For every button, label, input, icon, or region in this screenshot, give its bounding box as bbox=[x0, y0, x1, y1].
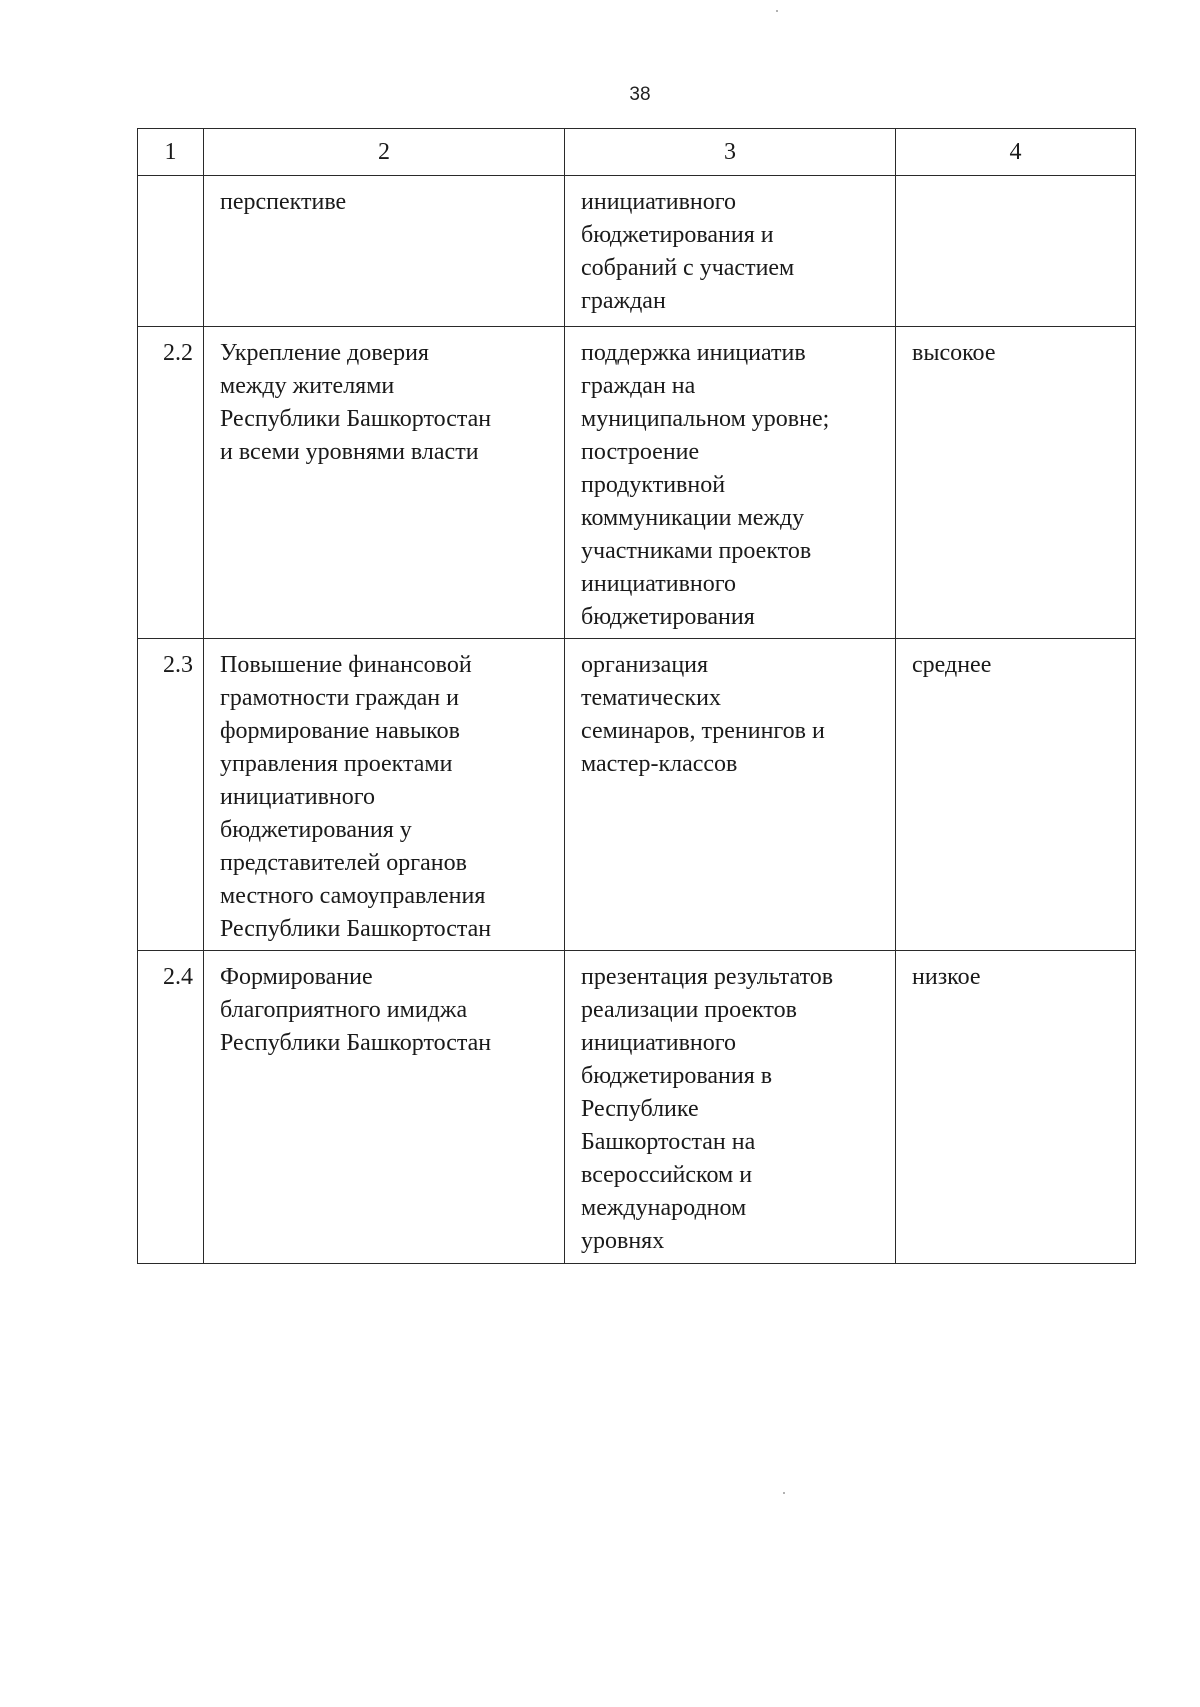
priority-cell bbox=[896, 176, 1136, 327]
priority-cell: среднее bbox=[896, 639, 1136, 951]
table-row bbox=[138, 327, 1136, 639]
scan-speck bbox=[776, 10, 778, 12]
table-row bbox=[138, 176, 1136, 327]
header-cell-1: 1 bbox=[138, 129, 204, 176]
goal-cell: Укрепление доверия между жителями Республики Башкортостан и всеми уровнями власти bbox=[204, 327, 565, 639]
header-cell-3: 3 bbox=[565, 129, 896, 176]
goal-cell: Формирование благоприятного имиджа Республики Башкортостан bbox=[204, 951, 565, 1264]
measure-cell: презентация результатов реализации проектов инициативного бюджетирования в Республике Башкортостан на всероссийском и международном уровнях bbox=[565, 951, 896, 1264]
row-number-cell: 2.3 bbox=[138, 639, 204, 951]
measure-cell: инициативного бюджетирования и собраний с участием граждан bbox=[565, 176, 896, 327]
row-number-cell: 2.4 bbox=[138, 951, 204, 1264]
header-cell-4: 4 bbox=[896, 129, 1136, 176]
scan-speck bbox=[783, 1492, 785, 1494]
header-cell-2: 2 bbox=[204, 129, 565, 176]
measure-cell: организация тематических семинаров, тренингов и мастер-классов bbox=[565, 639, 896, 951]
row-number-cell: 2.2 bbox=[138, 327, 204, 639]
table-row bbox=[138, 639, 1136, 951]
measure-cell: поддержка инициатив граждан на муниципальном уровне; построение продуктивной коммуникации между участниками проектов инициативного бюджетирования bbox=[565, 327, 896, 639]
page-number: 38 bbox=[629, 84, 651, 105]
priority-cell: высокое bbox=[896, 327, 1136, 639]
goal-cell: Повышение финансовой грамотности граждан и формирование навыков управления проектами инициативного бюджетирования у представителей органов местного самоуправления Республики Башкортостан bbox=[204, 639, 565, 951]
table-row bbox=[138, 951, 1136, 1264]
row-number-cell bbox=[138, 176, 204, 327]
goal-cell: перспективе bbox=[204, 176, 565, 327]
document-table bbox=[137, 128, 1136, 1264]
priority-cell: низкое bbox=[896, 951, 1136, 1264]
table-header-row bbox=[138, 129, 1136, 176]
